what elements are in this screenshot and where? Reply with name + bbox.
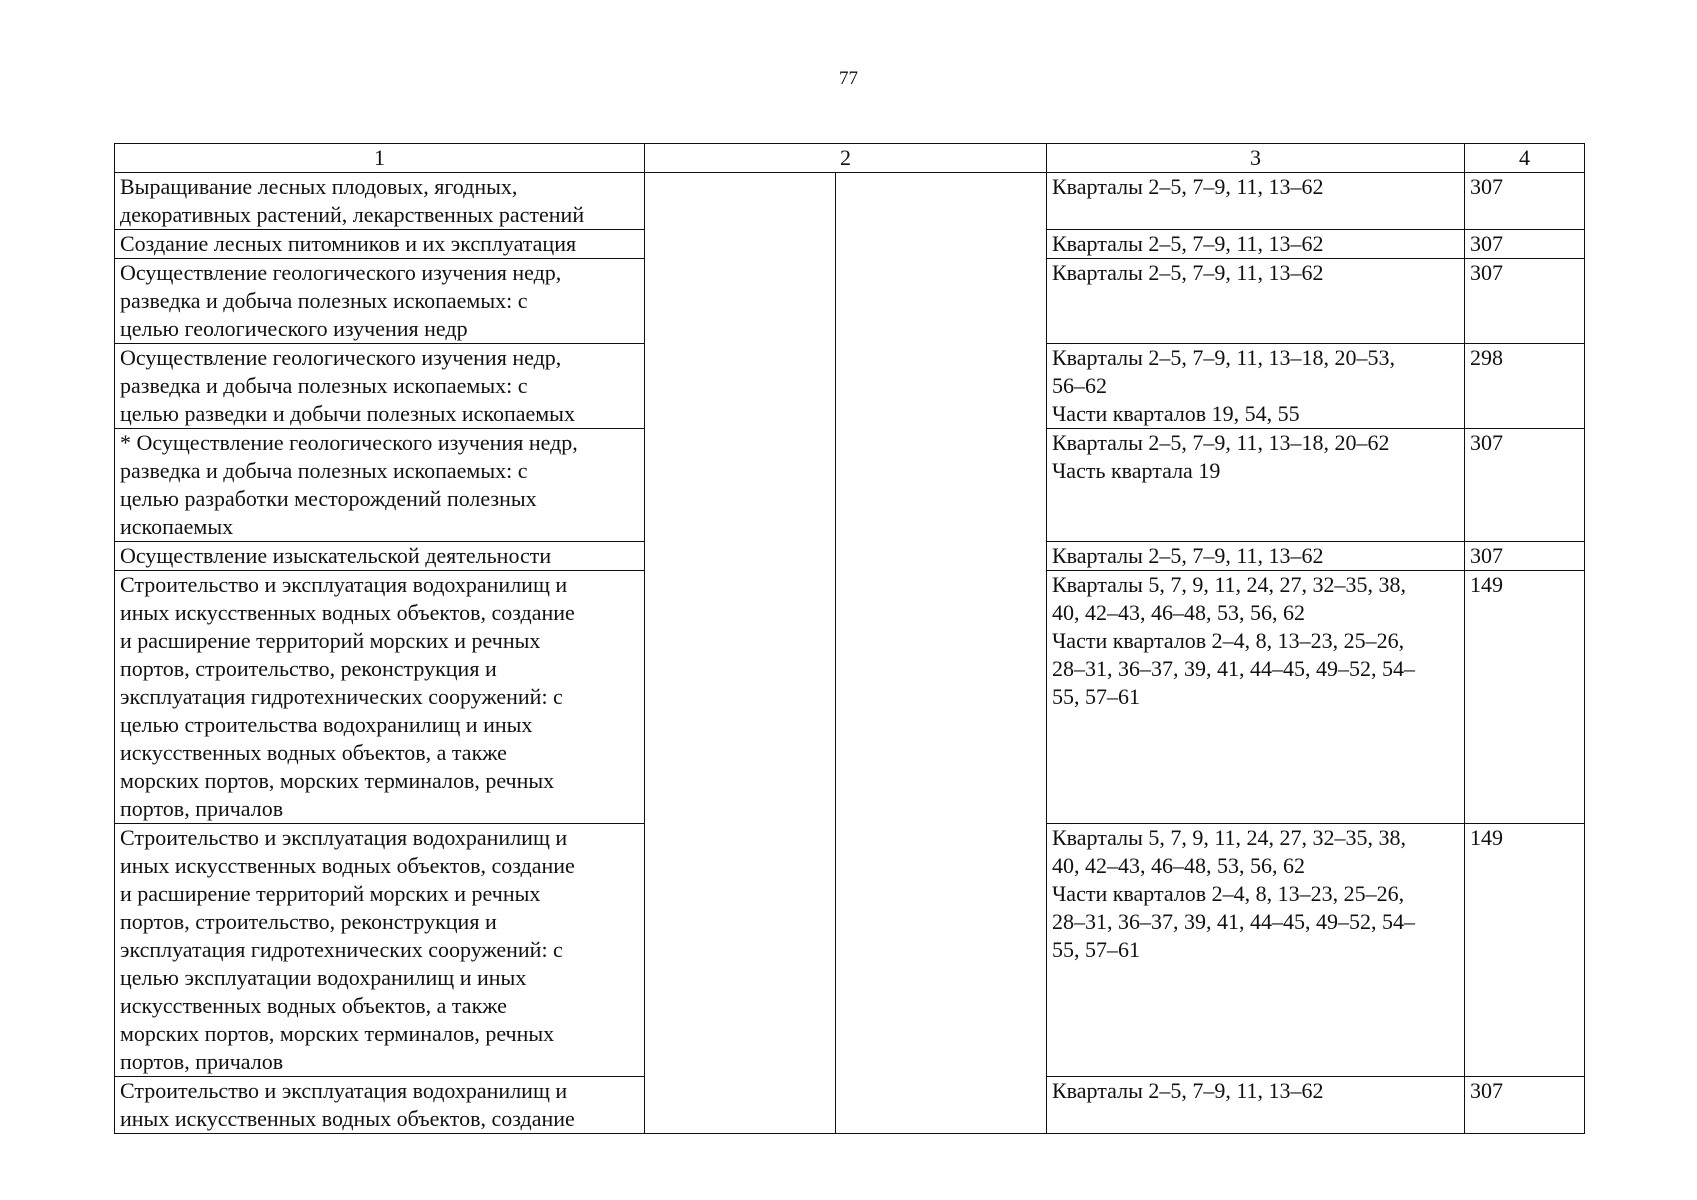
- column-header-4: 4: [1465, 144, 1585, 173]
- area-cell: 307: [1465, 542, 1585, 571]
- quarters-cell: Кварталы 2–5, 7–9, 11, 13–62: [1047, 542, 1465, 571]
- activity-cell: Строительство и эксплуатация водохранилищ и иных искусственных водных объектов, создание и расширение территорий морских и речных портов, строительство, реконструкция и эксплуатация гидротехнических сооружений: с целью строительства водохранилищ и иных искусственных водных объектов, а также морских портов, морских терминалов, речных портов, причалов: [115, 571, 645, 824]
- quarters-cell: Кварталы 5, 7, 9, 11, 24, 27, 32–35, 38, 40, 42–43, 46–48, 53, 56, 62 Части кварталов 2–4, 8, 13–23, 25–26, 28–31, 36–37, 39, 41, 44–45, 49–52, 54– 55, 57–61: [1047, 824, 1465, 1077]
- activity-cell: Осуществление геологического изучения недр, разведка и добыча полезных ископаемых: с целью разведки и добычи полезных ископаемых: [115, 344, 645, 429]
- quarters-cell: Кварталы 2–5, 7–9, 11, 13–62: [1047, 259, 1465, 344]
- activity-cell: Осуществление изыскательской деятельности: [115, 542, 645, 571]
- page-number: 77: [839, 68, 858, 89]
- area-cell: 307: [1465, 429, 1585, 542]
- activity-cell: Строительство и эксплуатация водохранилищ и иных искусственных водных объектов, создание: [115, 1077, 645, 1134]
- area-cell: 149: [1465, 824, 1585, 1077]
- activity-cell: Выращивание лесных плодовых, ягодных, декоративных растений, лекарственных растений: [115, 173, 645, 230]
- area-cell: 307: [1465, 173, 1585, 230]
- column-header-2: 2: [645, 144, 1047, 173]
- activity-cell: Создание лесных питомников и их эксплуатация: [115, 230, 645, 259]
- quarters-cell: Кварталы 2–5, 7–9, 11, 13–18, 20–53, 56–62 Части кварталов 19, 54, 55: [1047, 344, 1465, 429]
- area-cell: 307: [1465, 230, 1585, 259]
- table-header-row: [115, 144, 1585, 173]
- activity-table: [114, 143, 1585, 1134]
- column-2a-cell: [645, 173, 836, 1134]
- area-cell: 307: [1465, 1077, 1585, 1134]
- activity-cell: * Осуществление геологического изучения недр, разведка и добыча полезных ископаемых: с целью разработки месторождений полезных ископаемых: [115, 429, 645, 542]
- column-header-3: 3: [1047, 144, 1465, 173]
- activity-cell: Осуществление геологического изучения недр, разведка и добыча полезных ископаемых: с целью геологического изучения недр: [115, 259, 645, 344]
- table-row: [115, 173, 1585, 230]
- area-cell: 298: [1465, 344, 1585, 429]
- quarters-cell: Кварталы 5, 7, 9, 11, 24, 27, 32–35, 38, 40, 42–43, 46–48, 53, 56, 62 Части кварталов 2–4, 8, 13–23, 25–26, 28–31, 36–37, 39, 41, 44–45, 49–52, 54– 55, 57–61: [1047, 571, 1465, 824]
- activity-cell: Строительство и эксплуатация водохранилищ и иных искусственных водных объектов, создание и расширение территорий морских и речных портов, строительство, реконструкция и эксплуатация гидротехнических сооружений: с целью эксплуатации водохранилищ и иных искусственных водных объектов, а также морских портов, морских терминалов, речных портов, причалов: [115, 824, 645, 1077]
- quarters-cell: Кварталы 2–5, 7–9, 11, 13–18, 20–62 Часть квартала 19: [1047, 429, 1465, 542]
- quarters-cell: Кварталы 2–5, 7–9, 11, 13–62: [1047, 173, 1465, 230]
- area-cell: 307: [1465, 259, 1585, 344]
- quarters-cell: Кварталы 2–5, 7–9, 11, 13–62: [1047, 230, 1465, 259]
- area-cell: 149: [1465, 571, 1585, 824]
- quarters-cell: Кварталы 2–5, 7–9, 11, 13–62: [1047, 1077, 1465, 1134]
- column-header-1: 1: [115, 144, 645, 173]
- column-2b-cell: [836, 173, 1047, 1134]
